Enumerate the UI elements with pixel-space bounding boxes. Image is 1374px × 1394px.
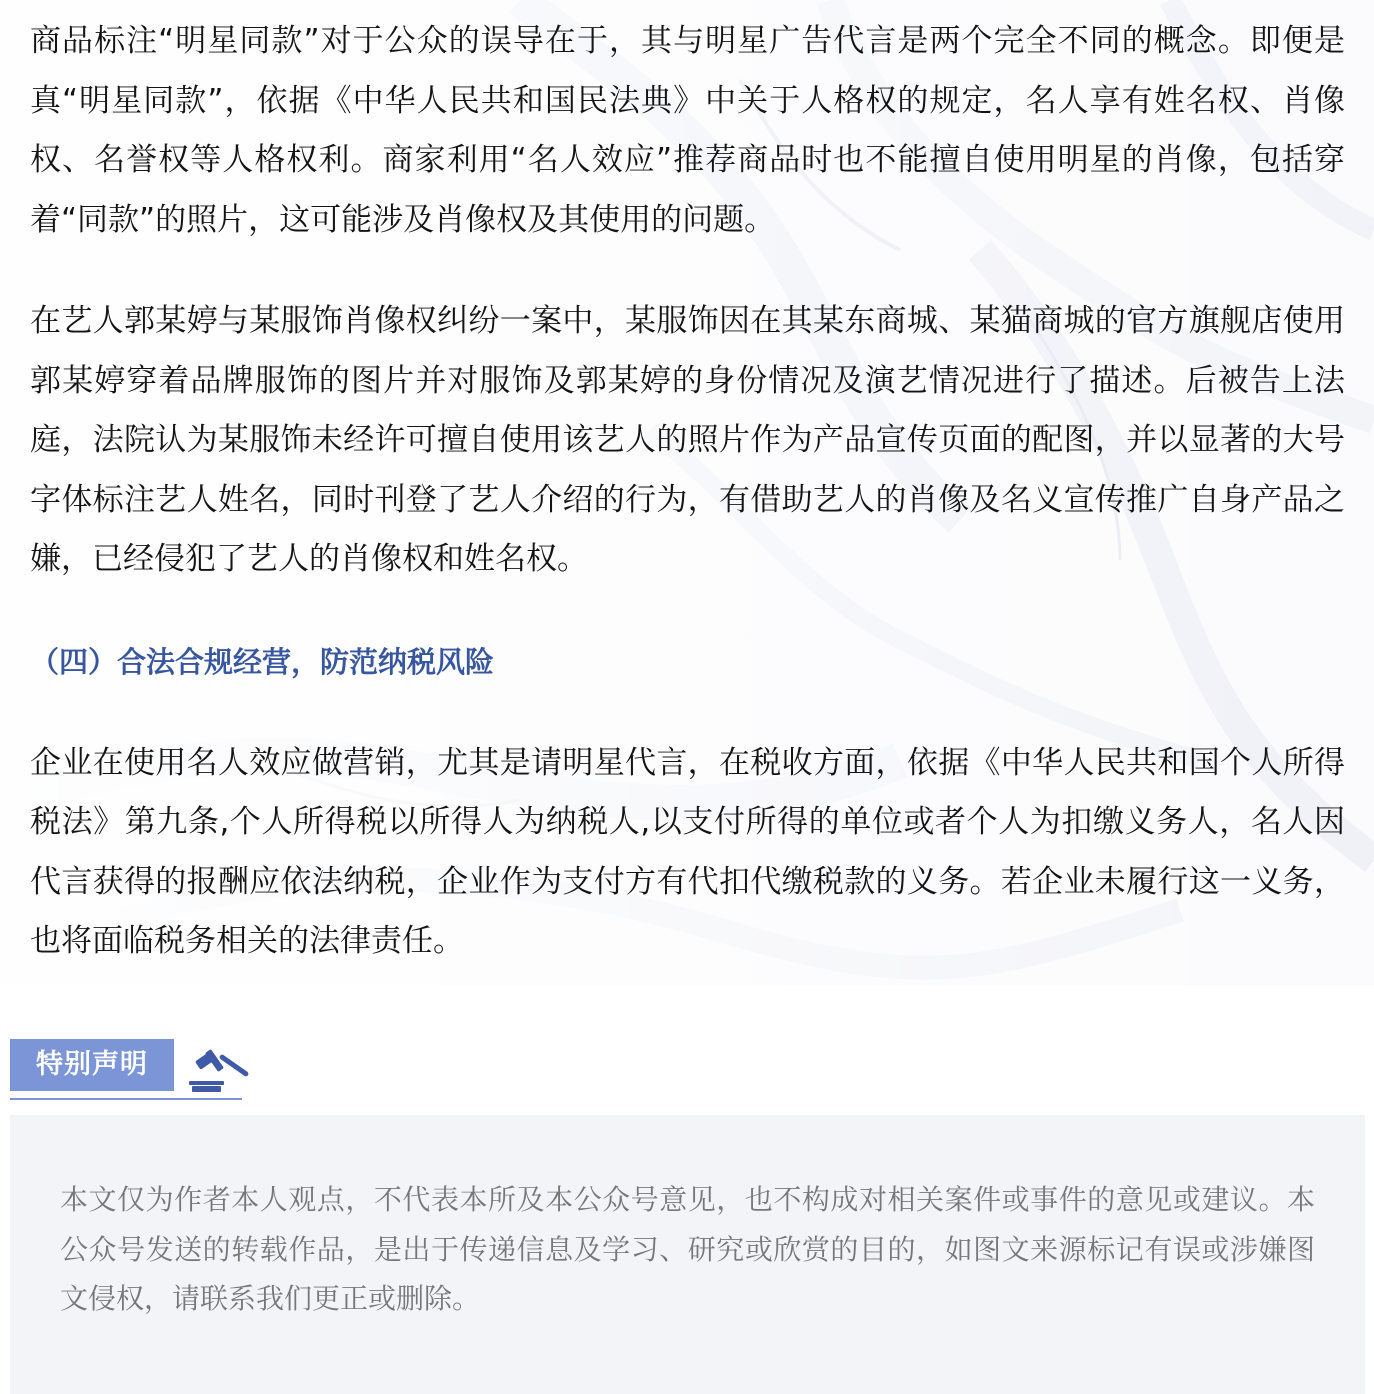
disclaimer-box xyxy=(10,1115,1365,1394)
article-body xyxy=(30,12,1345,972)
disclaimer-text: 本文仅为作者本人观点，不代表本所及本公众号意见，也不构成对相关案件或事件的意见或建议。本公众号发送的转载作品，是出于传递信息及学习、研究或欣赏的目的，如图文来源标记有误或涉嫌图文侵权，请联系我们更正或删除。 xyxy=(60,1183,1315,1315)
article-paragraph: 在艺人郭某婷与某服饰肖像权纠纷一案中，某服饰因在其某东商城、某猫商城的官方旗舰店使用郭某婷穿着品牌服饰的图片并对服饰及郭某婷的身份情况及演艺情况进行了描述。后被告上法庭，法院认为某服饰未经许可擅自使用该艺人的照片作为产品宣传页面的配图，并以显著的大号字体标注艺人姓名，同时刊登了艺人介绍的行为，有借助艺人的肖像及名义宣传推广自身产品之嫌，已经侵犯了艺人的肖像权和姓名权。 xyxy=(30,303,1345,577)
article-paragraph: 商品标注“明星同款”对于公众的误导在于，其与明星广告代言是两个完全不同的概念。即便是真“明星同款”，依据《中华人民共和国民法典》中关于人格权的规定，名人享有姓名权、肖像权、名誉权等人格权利。商家利用“名人效应”推荐商品时也不能擅自使用明星的肖像，包括穿着“同款”的照片，这可能涉及肖像权及其使用的问题。 xyxy=(30,23,1345,238)
special-notice-header xyxy=(10,1039,242,1100)
gavel-icon xyxy=(186,1044,252,1094)
notice-underline xyxy=(10,1098,242,1100)
section-heading: （四）合法合规经营，防范纳税风险 xyxy=(30,644,495,679)
special-notice-label: 特别声明 xyxy=(10,1039,174,1091)
section-paragraph: 企业在使用名人效应做营销，尤其是请明星代言，在税收方面，依据《中华人民共和国个人所得税法》第九条,个人所得税以所得人为纳税人,以支付所得的单位或者个人为扣缴义务人，名人因代言获得的报酬应依法纳税，企业作为支付方有代扣代缴税款的义务。若企业未履行这一义务，也将面临税务相关的法律责任。 xyxy=(30,744,1345,959)
